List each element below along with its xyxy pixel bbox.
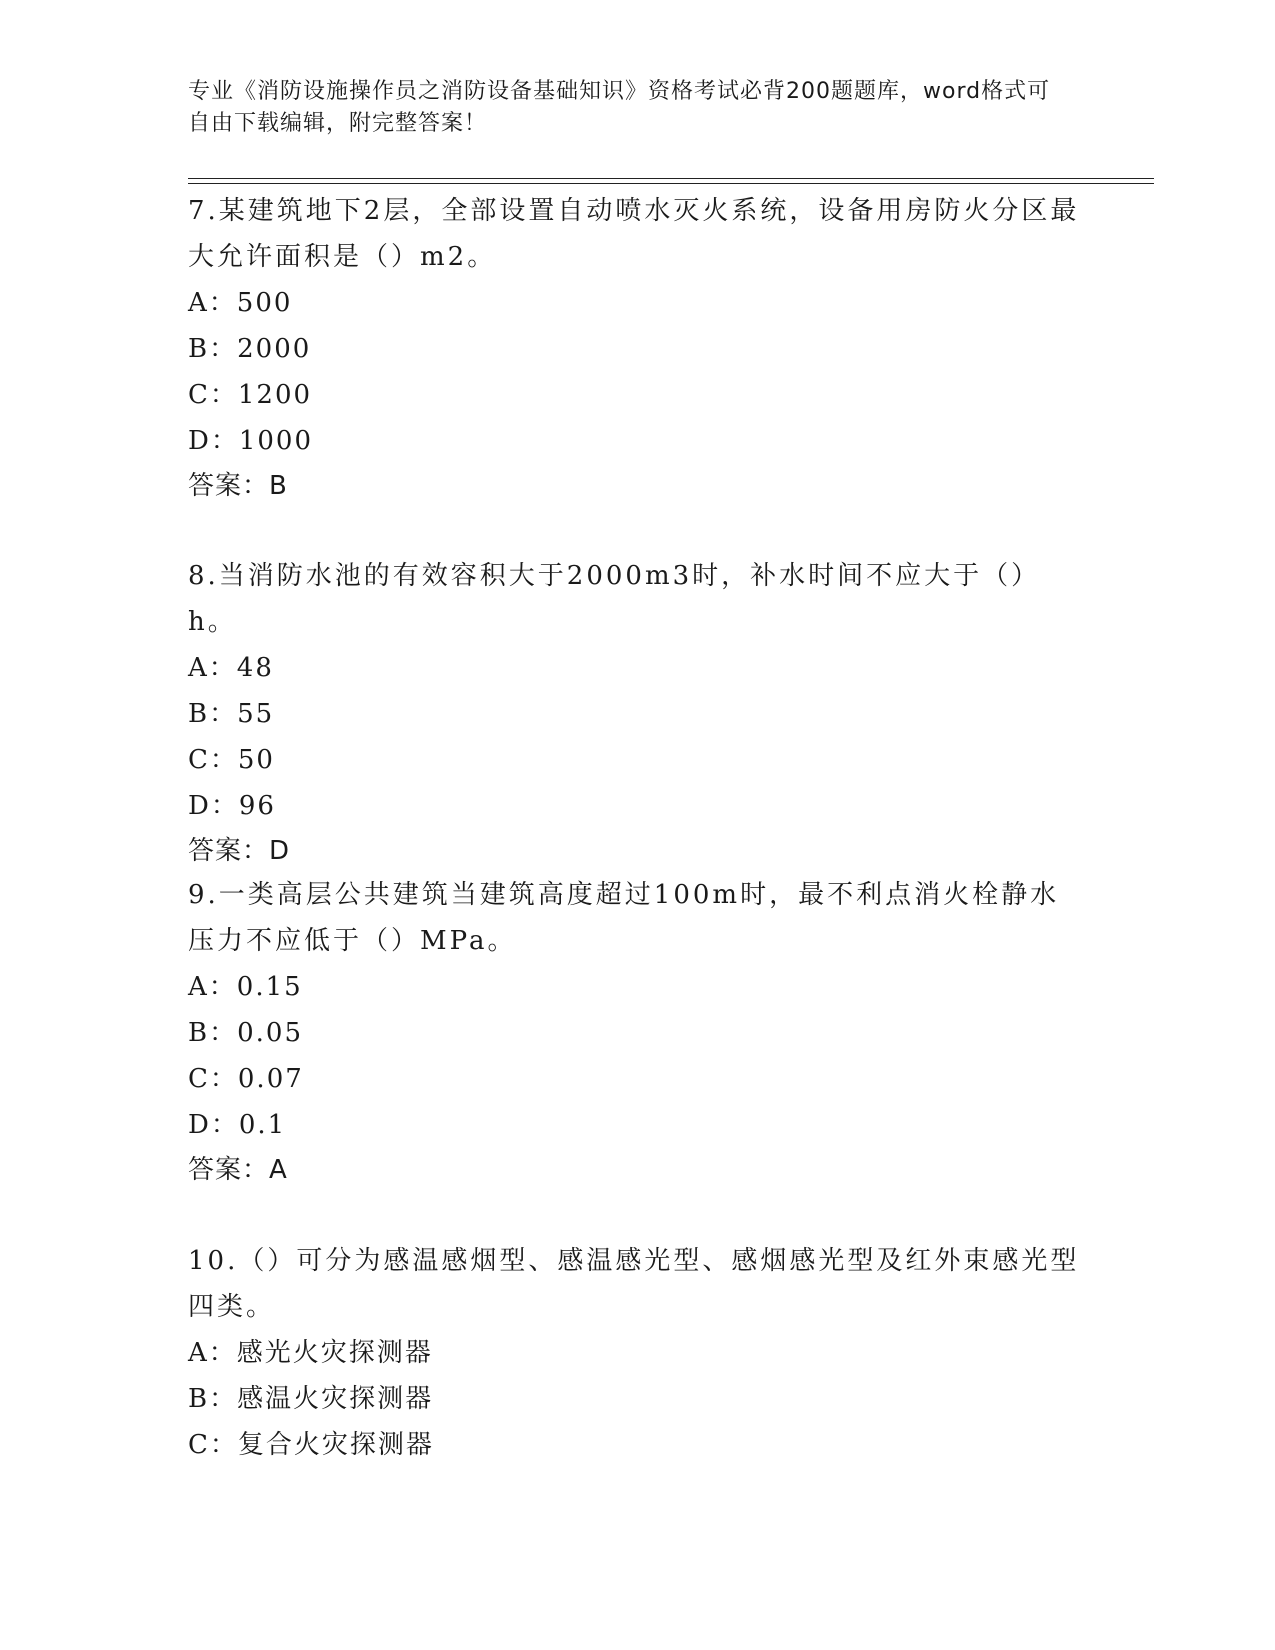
option-c: C：50 [188, 745, 275, 775]
option-d: D：96 [188, 791, 276, 821]
option-a: A：感光火灾探测器 [188, 1338, 433, 1368]
option-b: B：2000 [188, 334, 312, 364]
header-divider [188, 178, 1154, 179]
option-a: A：48 [188, 653, 274, 683]
option-b: B：0.05 [188, 1018, 303, 1048]
option-c: C：复合火灾探测器 [188, 1430, 434, 1460]
answer: 答案：A [188, 1155, 288, 1185]
option-b: B：55 [188, 699, 275, 729]
question-9 [188, 872, 1088, 1192]
option-b: B：感温火灾探测器 [188, 1384, 434, 1414]
document-header: 专业《消防设施操作员之消防设备基础知识》资格考试必背200题题库，word格式可自由下载编辑，附完整答案！ [188, 79, 1051, 136]
option-d: D：0.1 [188, 1110, 287, 1140]
header-divider-secondary [188, 183, 1154, 184]
question-7 [188, 188, 1088, 508]
answer: 答案：D [188, 836, 291, 866]
question-stem: 9.一类高层公共建筑当建筑高度超过100m时，最不利点消火栓静水压力不应低于（）MPa。 [188, 880, 1060, 956]
question-stem: 8.当消防水池的有效容积大于2000m3时，补水时间不应大于（）h。 [188, 561, 1041, 637]
question-10 [188, 1238, 1088, 1468]
question-stem: 10.（）可分为感温感烟型、感温感光型、感烟感光型及红外束感光型四类。 [188, 1246, 1080, 1322]
option-a: A：0.15 [188, 972, 303, 1002]
question-stem: 7.某建筑地下2层，全部设置自动喷水灭火系统，设备用房防火分区最大允许面积是（）m2。 [188, 196, 1080, 272]
option-d: D：1000 [188, 426, 314, 456]
answer: 答案：B [188, 471, 288, 501]
option-c: C：1200 [188, 380, 313, 410]
option-c: C：0.07 [188, 1064, 304, 1094]
option-a: A：500 [188, 288, 293, 318]
question-8 [188, 553, 1088, 873]
